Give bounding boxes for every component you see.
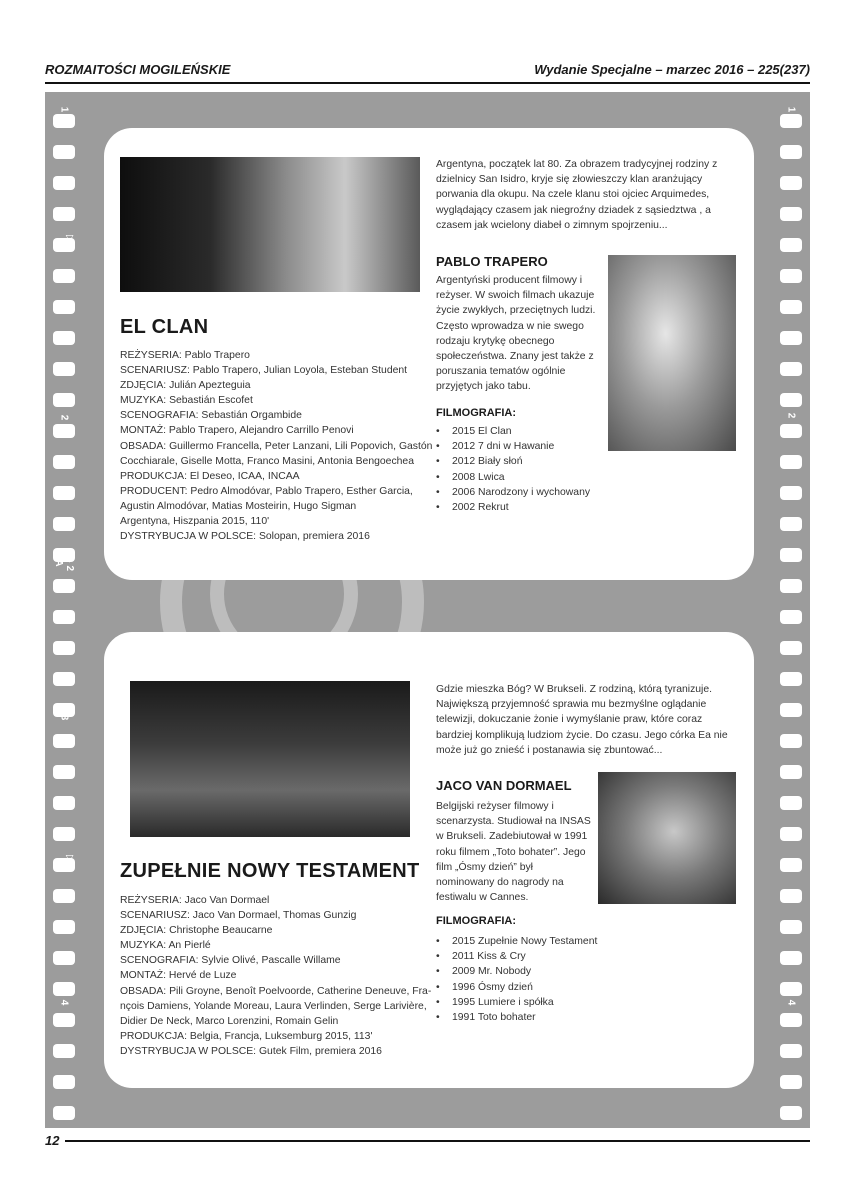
credit-line: Didier De Neck, Marco Lorenzini, Romain Gelin — [120, 1015, 339, 1027]
filmstrip-hole — [780, 238, 802, 252]
credit-line: MONTAŻ: Hervé de Luze — [120, 970, 237, 982]
film-credits — [120, 893, 432, 1059]
frame-number: 3 — [58, 714, 70, 721]
filmstrip-hole — [780, 269, 802, 283]
filmstrip-hole — [780, 951, 802, 965]
credit-line: MUZYKA: Sebastián Escofet — [120, 395, 253, 407]
filmstrip-hole — [780, 610, 802, 624]
filmstrip-hole — [780, 1106, 802, 1120]
filmstrip-hole — [53, 889, 75, 903]
filmstrip-hole — [53, 393, 75, 407]
filmstrip-hole — [780, 1044, 802, 1058]
filmstrip-holes-right — [780, 92, 802, 1128]
filmstrip-hole — [53, 951, 75, 965]
filmstrip-hole — [53, 1106, 75, 1120]
filmography-item: • 2012 7 dni w Hawanie — [436, 439, 590, 454]
filmstrip-hole — [53, 269, 75, 283]
masthead-title: ROZMAITOŚCI MOGILEŃSKIE — [45, 62, 231, 77]
filmstrip-hole — [53, 765, 75, 779]
frame-number: ▷ 1 A — [53, 234, 75, 252]
frame-number: ▷ 2 A — [53, 554, 75, 572]
filmstrip-hole — [53, 176, 75, 190]
filmstrip-hole — [780, 920, 802, 934]
credit-line: OBSADA: Pili Groyne, Benoît Poelvoorde, Catherine Deneuve, Fra- — [120, 985, 432, 997]
filmstrip-hole — [53, 1044, 75, 1058]
filmography-item: • 2015 El Clan — [436, 424, 590, 439]
filmstrip-hole — [780, 827, 802, 841]
filmstrip-hole — [780, 145, 802, 159]
filmstrip-hole — [53, 734, 75, 748]
filmstrip-hole — [780, 455, 802, 469]
filmography-item: • 2002 Rekrut — [436, 500, 590, 515]
filmstrip-hole — [780, 548, 802, 562]
film-synopsis: Gdzie mieszka Bóg? W Brukseli. Z rodziną, którą tyranizuje. Największą przyjemność sprawia mu bezmyślne oglądanie telewizji, dokuczanie żonie i wymyślanie praw, które coraz bardziej komplikują ludziom życie. Do czasu. Jego córka Ea nie może już go znieść i postanawia się zbuntować... — [436, 684, 728, 756]
credit-line: ZDJĘCIA: Christophe Beaucarne — [120, 925, 273, 937]
frame-number: 4 — [58, 999, 70, 1006]
film-still-photo — [130, 681, 410, 837]
footer-rule — [45, 1140, 810, 1142]
frame-number: 2 — [785, 412, 797, 419]
credit-line: OBSADA: Guillermo Francella, Peter Lanzani, Lili Popovich, Gastón — [120, 440, 433, 452]
filmstrip-hole — [53, 331, 75, 345]
filmstrip-hole — [53, 517, 75, 531]
credit-line: SCENARIUSZ: Jaco Van Dormael, Thomas Gunzig — [120, 910, 357, 922]
filmstrip-hole — [780, 207, 802, 221]
filmstrip-hole — [780, 300, 802, 314]
filmstrip-hole — [53, 672, 75, 686]
filmstrip-hole — [780, 672, 802, 686]
director-name: PABLO TRAPERO — [436, 254, 548, 269]
filmstrip-hole — [53, 300, 75, 314]
filmstrip-hole — [53, 641, 75, 655]
filmstrip-hole — [53, 610, 75, 624]
frame-number: 2 — [58, 414, 70, 421]
filmstrip-hole — [53, 1013, 75, 1027]
credit-line: nçois Damiens, Yolande Moreau, Laura Verlinden, Serge Larivière, — [120, 1000, 427, 1012]
header-rule — [45, 82, 810, 84]
credit-line: PRODUKCJA: Belgia, Francja, Luksemburg 2015, 113' — [120, 1030, 373, 1042]
filmstrip-hole — [780, 703, 802, 717]
credit-line: SCENOGRAFIA: Sebastián Orgambide — [120, 410, 302, 422]
filmstrip-hole — [53, 145, 75, 159]
filmstrip-hole — [53, 920, 75, 934]
filmstrip-hole — [780, 176, 802, 190]
director-bio: Belgijski reżyser filmowy i scenarzysta. Studiował na INSAS w Brukseli. Zadebiutował w 1991 roku filmem „Toto bohater”. Jego film „Ósmy dzień” był nominowany do nagrody na festiwalu w Cannes. — [436, 801, 591, 904]
film-credits — [120, 348, 433, 544]
film-synopsis: Argentyna, początek lat 80. Za obrazem tradycyjnej rodziny z dzielnicy San Isidro, kryje się złowieszczy klan aranżujący porwania dla okupu. Na czele klanu stoi ojciec Arquimedes, wyglądający czasem jak niegroźny dziadek z sąsiedztwa , a czasem jak wcielony diabeł o zimnym spojrzeniu... — [436, 159, 718, 231]
filmography-item: • 1996 Ósmy dzień — [436, 980, 597, 995]
frame-number: 4 — [785, 999, 797, 1006]
credit-line: SCENARIUSZ: Pablo Trapero, Julian Loyola, Esteban Student — [120, 365, 408, 377]
filmstrip-hole — [780, 858, 802, 872]
filmstrip-hole — [780, 579, 802, 593]
credit-line: MUZYKA: An Pierlé — [120, 940, 211, 952]
director-portrait — [598, 772, 736, 904]
filmstrip-hole — [53, 579, 75, 593]
credit-line: ZDJĘCIA: Julián Apezteguia — [120, 380, 251, 392]
filmstrip-hole — [53, 796, 75, 810]
credit-line: PRODUKCJA: El Deseo, ICAA, INCAA — [120, 470, 300, 482]
issue-info: Wydanie Specjalne – marzec 2016 – 225(237) — [534, 62, 810, 77]
filmstrip-hole — [53, 827, 75, 841]
frame-number: ▷ 3 A — [53, 854, 75, 872]
filmstrip-hole — [780, 486, 802, 500]
credit-line: DYSTRYBUCJA W POLSCE: Solopan, premiera 2016 — [120, 531, 370, 543]
credit-line: MONTAŻ: Pablo Trapero, Alejandro Carrillo Penovi — [120, 425, 354, 437]
credit-line: Agustin Almodóvar, Matias Mosteirin, Hugo Sigman — [120, 500, 357, 512]
filmography-list — [436, 934, 597, 1025]
filmography-item: • 1991 Toto bohater — [436, 1010, 597, 1025]
filmography-item: • 2011 Kiss & Cry — [436, 949, 597, 964]
filmography-item: • 2006 Narodzony i wychowany — [436, 485, 590, 500]
director-portrait — [608, 255, 736, 451]
filmstrip-hole — [780, 765, 802, 779]
frame-number: 1 — [58, 106, 70, 113]
filmography-list — [436, 424, 590, 515]
credit-line: SCENOGRAFIA: Sylvie Olivé, Pascalle Willame — [120, 955, 341, 967]
filmography-item: • 2012 Biały słoń — [436, 454, 590, 469]
filmstrip-hole — [53, 207, 75, 221]
filmstrip-hole — [780, 796, 802, 810]
filmstrip-hole — [53, 486, 75, 500]
film-title: ZUPEŁNIE NOWY TESTAMENT — [120, 860, 420, 882]
filmstrip-hole — [53, 1075, 75, 1089]
film-title: EL CLAN — [120, 316, 209, 338]
filmstrip-hole — [780, 331, 802, 345]
filmstrip-hole — [780, 734, 802, 748]
director-bio: Argentyński producent filmowy i reżyser. W swoich filmach ukazuje życie zwykłych, przeciętnych ludzi. Często wprowadza w nie swego rodzaju krytykę obecnego społeczeństwa. Znany jest także z poruszania tematów ogólnie przyjętych jako tabu. — [436, 275, 596, 393]
film-still-photo — [120, 157, 420, 292]
filmography-item: • 2015 Zupełnie Nowy Testament — [436, 934, 597, 949]
filmstrip-hole — [780, 1013, 802, 1027]
credit-line: Argentyna, Hiszpania 2015, 110' — [120, 516, 270, 528]
filmstrip-hole — [780, 362, 802, 376]
credit-line: Cocchiarale, Giselle Motta, Franco Masini, Antonia Bengoechea — [120, 455, 414, 467]
filmography-heading: FILMOGRAFIA: — [436, 915, 517, 927]
director-name: JACO VAN DORMAEL — [436, 778, 572, 793]
filmography-item: • 1995 Lumiere i spółka — [436, 995, 597, 1010]
filmography-heading: FILMOGRAFIA: — [436, 407, 517, 419]
credit-line: REŻYSERIA: Pablo Trapero — [120, 350, 250, 361]
filmography-item: • 2008 Lwica — [436, 470, 590, 485]
filmstrip-hole — [53, 362, 75, 376]
credit-line: REŻYSERIA: Jaco Van Dormael — [120, 895, 270, 906]
filmstrip-hole — [780, 1075, 802, 1089]
credit-line: DYSTRYBUCJA W POLSCE: Gutek Film, premiera 2016 — [120, 1045, 382, 1057]
frame-number: 1 — [785, 106, 797, 113]
filmstrip-hole — [780, 889, 802, 903]
credit-line: PRODUCENT: Pedro Almodóvar, Pablo Trapero, Esther Garcia, — [120, 485, 413, 497]
filmstrip-hole — [780, 517, 802, 531]
filmstrip-hole — [780, 641, 802, 655]
filmography-item: • 2009 Mr. Nobody — [436, 964, 597, 979]
page-number: 12 — [45, 1133, 65, 1148]
filmstrip-hole — [53, 455, 75, 469]
